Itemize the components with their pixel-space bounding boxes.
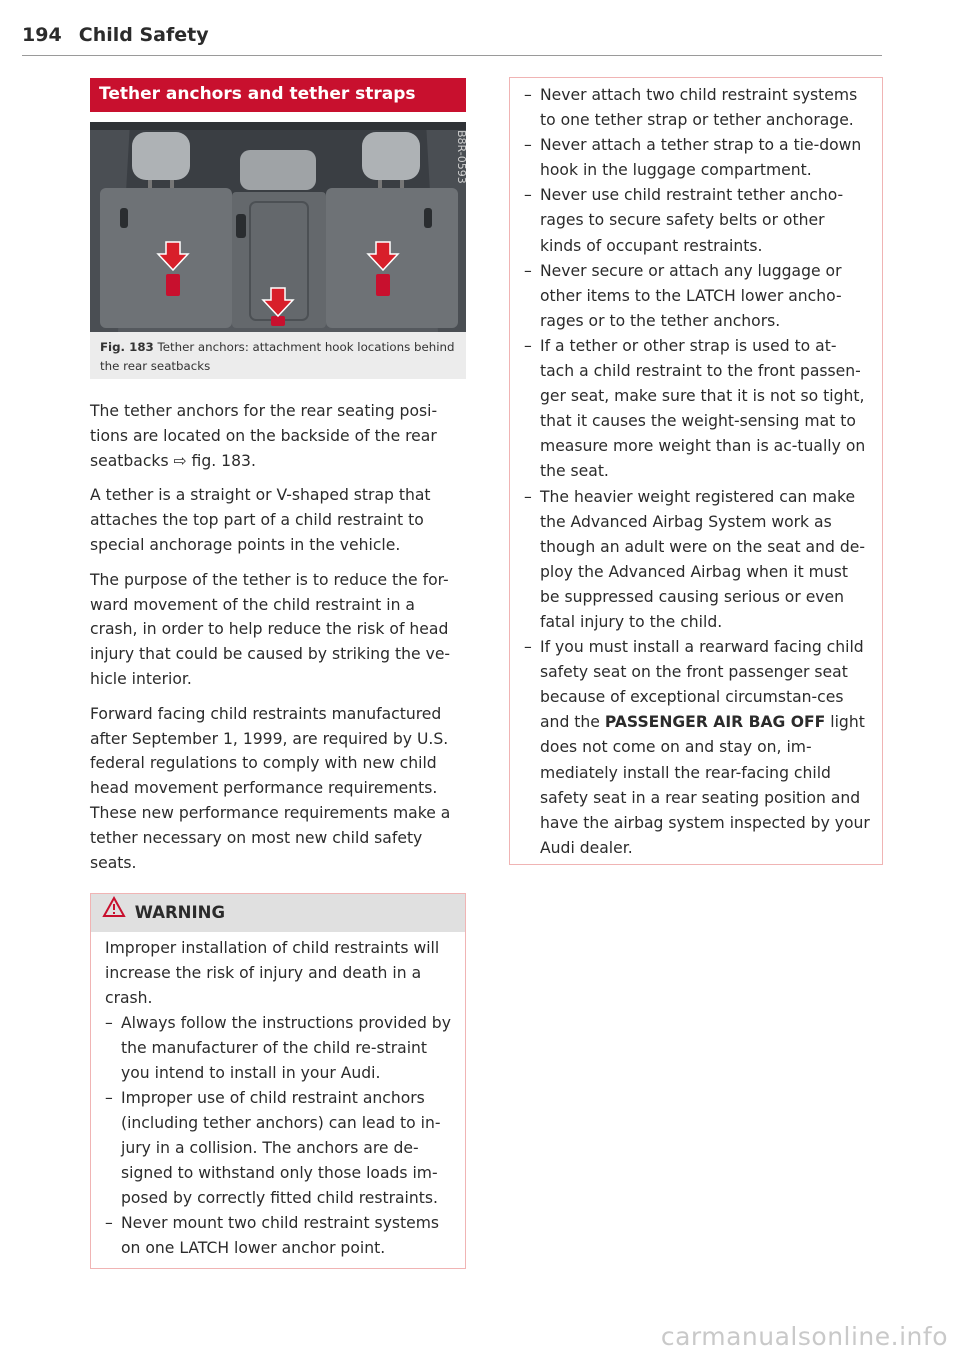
article-heading: Tether anchors and tether straps (90, 78, 466, 112)
list-item: – Never attach two child restraint systems to one tether strap or tether anchorage. (524, 86, 858, 130)
warning-continued-list (510, 78, 882, 861)
warning-box (90, 893, 466, 1269)
list-item: – Improper use of child restraint anchors (including tether anchors) can lead to in-jury in a collision. The anchors are de-signed to withstand only those loads im-posed by correctly fitted child restraints. (105, 1089, 441, 1207)
list-item: – If you must install a rearward facing child safety seat on the front passenger seat because of exceptional circumstan-ces and the PASSENGER AIR BAG OFF light does not come on and stay on, im-mediately install the rear-facing child safety seat in a rear seating position and have the airbag system inspected by your Audi dealer. (524, 638, 870, 857)
page-header (22, 24, 882, 46)
warning-intro: Improper installation of child restraints will increase the risk of injury and death in a crash. (105, 939, 440, 1007)
watermark: carmanualsonline.info (660, 1322, 948, 1351)
warning-continued-box (509, 77, 883, 865)
section-title: Child Safety (78, 24, 209, 46)
figure-label: Fig. 183 (100, 340, 154, 354)
paragraph: A tether is a straight or V-shaped strap that attaches the top part of a child restraint to special anchorage points in the vehicle. (90, 486, 431, 554)
page-number: 194 (22, 24, 62, 46)
warning-triangle-icon (103, 893, 125, 931)
list-item: – If a tether or other strap is used to at-tach a child restraint to the front passen-ger seat, make sure that it is not so tight, that it causes the weight-sensing mat to measure more weight than is ac-tually on the seat. (524, 336, 866, 481)
list-item: – Never use child restraint tether ancho-rages to secure safety belts or other kinds of occupant restraints. (524, 186, 844, 255)
paragraph: The tether anchors for the rear seating posi-tions are located on the backside of the rear seatbacks ⇨ fig. 183. (90, 402, 438, 470)
list-item: – Never mount two child restraint systems on one LATCH lower anchor point. (105, 1214, 440, 1257)
warning-header (91, 894, 465, 932)
warning-list (105, 1011, 451, 1261)
figure-code: B8R-0593 (455, 130, 468, 184)
paragraph: The purpose of the tether is to reduce the for-ward movement of the child restraint in a crash, in order to help reduce the risk of head injury that could be caused by striking the ve-hicle interior. (90, 570, 451, 688)
warning-body (91, 932, 465, 1261)
list-item: – Never attach a tether strap to a tie-down hook in the luggage compartment. (524, 136, 862, 180)
list-item: – Never secure or attach any luggage or other items to the LATCH lower ancho-rages or to the tether anchors. (524, 261, 842, 330)
header-divider (22, 55, 882, 56)
warning-title: WARNING (134, 903, 225, 922)
list-item: – The heavier weight registered can make the Advanced Airbag System work as though an adult were on the seat and de-ploy the Advanced Airbag when it must be suppressed causing serious or even fatal injury to the child. (524, 487, 865, 631)
paragraph: Forward facing child restraints manufactured after September 1, 1999, are required by U.S. federal regulations to comply with new child head movement performance requirements. These new performance requirements make a tether necessary on most new child safety seats. (90, 704, 451, 872)
list-item: – Always follow the instructions provided by the manufacturer of the child re-straint you intend to install in your Audi. (105, 1014, 451, 1082)
figure-caption (90, 332, 466, 379)
figure (90, 122, 466, 379)
figure-caption-text: Tether anchors: attachment hook locations behind the rear seatbacks (100, 340, 455, 373)
article-column (90, 78, 466, 875)
indicator-label: PASSENGER AIR BAG OFF (604, 713, 826, 732)
rear-seatback-illustration (90, 122, 466, 332)
